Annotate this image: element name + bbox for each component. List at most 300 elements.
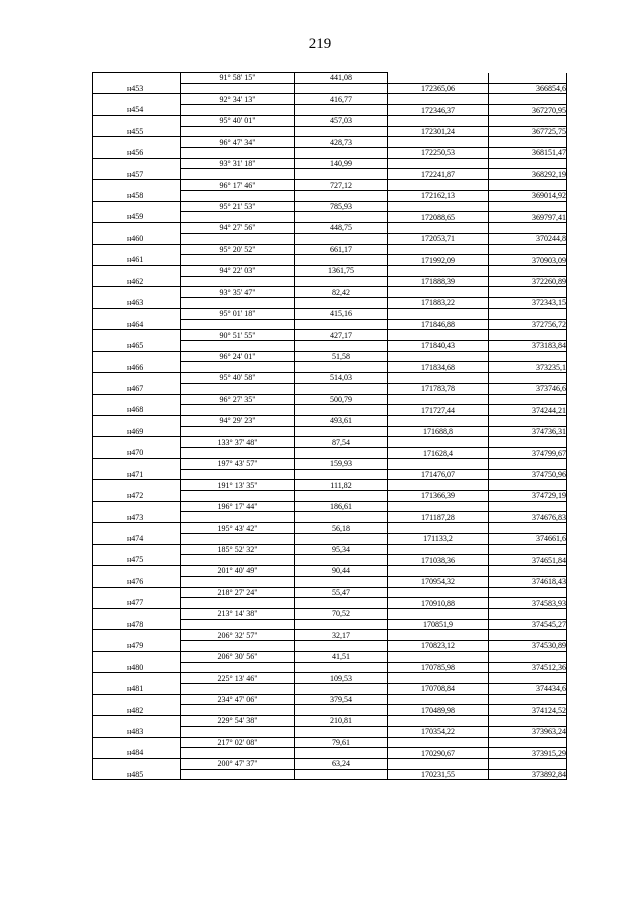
empty-cell (489, 201, 567, 212)
segment-length: 427,17 (295, 330, 388, 341)
y-coordinate: 372343,15 (489, 298, 567, 309)
empty-cell (295, 255, 388, 266)
empty-cell (295, 340, 388, 351)
point-id: н462 (93, 276, 181, 287)
empty-cell (93, 330, 181, 341)
x-coordinate: 172250,53 (388, 148, 489, 159)
x-coordinate: 170354,22 (388, 726, 489, 737)
direction-angle: 206° 30' 56" (181, 651, 295, 662)
empty-cell (489, 437, 567, 448)
empty-cell (489, 630, 567, 641)
segment-length: 457,03 (295, 115, 388, 126)
point-id: н479 (93, 641, 181, 652)
empty-cell (489, 287, 567, 298)
x-coordinate: 171727,44 (388, 405, 489, 416)
empty-cell (181, 448, 295, 459)
empty-cell (295, 619, 388, 630)
x-coordinate: 171688,8 (388, 426, 489, 437)
empty-cell (489, 330, 567, 341)
y-coordinate: 374434,6 (489, 683, 567, 694)
y-coordinate: 367270,95 (489, 105, 567, 116)
empty-cell (181, 491, 295, 502)
empty-cell (181, 426, 295, 437)
direction-angle: 95° 40' 01" (181, 115, 295, 126)
empty-cell (295, 105, 388, 116)
empty-cell (295, 362, 388, 373)
segment-length: 210,81 (295, 716, 388, 727)
segment-row (93, 201, 567, 212)
empty-cell (295, 233, 388, 244)
y-coordinate: 374583,93 (489, 598, 567, 609)
empty-cell (181, 748, 295, 759)
empty-cell (489, 587, 567, 598)
y-coordinate: 369014,92 (489, 190, 567, 201)
empty-cell (388, 394, 489, 405)
empty-cell (181, 298, 295, 309)
empty-cell (295, 598, 388, 609)
empty-cell (489, 94, 567, 105)
segment-row (93, 651, 567, 662)
direction-angle: 197° 43' 57" (181, 458, 295, 469)
empty-cell (181, 555, 295, 566)
point-id: н461 (93, 255, 181, 266)
segment-row (93, 437, 567, 448)
empty-cell (295, 190, 388, 201)
segment-length: 90,44 (295, 566, 388, 577)
x-coordinate: 172241,87 (388, 169, 489, 180)
x-coordinate: 170231,55 (388, 769, 489, 780)
segment-row (93, 544, 567, 555)
empty-cell (93, 416, 181, 427)
direction-angle: 95° 21' 53" (181, 201, 295, 212)
empty-cell (93, 651, 181, 662)
y-coordinate: 374618,43 (489, 576, 567, 587)
segment-length: 140,99 (295, 158, 388, 169)
x-coordinate: 170823,12 (388, 641, 489, 652)
point-row (93, 190, 567, 201)
empty-cell (388, 694, 489, 705)
empty-cell (489, 501, 567, 512)
empty-cell (181, 598, 295, 609)
empty-cell (181, 212, 295, 223)
empty-cell (295, 298, 388, 309)
point-row (93, 426, 567, 437)
empty-cell (93, 287, 181, 298)
empty-cell (388, 480, 489, 491)
empty-cell (388, 501, 489, 512)
segment-length: 32,17 (295, 630, 388, 641)
empty-cell (489, 223, 567, 234)
empty-cell (295, 148, 388, 159)
empty-cell (295, 555, 388, 566)
segment-row (93, 351, 567, 362)
segment-row (93, 94, 567, 105)
direction-angle: 96° 24' 01" (181, 351, 295, 362)
segment-length: 493,61 (295, 416, 388, 427)
empty-cell (489, 759, 567, 770)
empty-cell (181, 169, 295, 180)
empty-cell (93, 308, 181, 319)
y-coordinate: 374530,89 (489, 641, 567, 652)
segment-length: 500,79 (295, 394, 388, 405)
y-coordinate: 374545,27 (489, 619, 567, 630)
segment-row (93, 287, 567, 298)
segment-row (93, 308, 567, 319)
point-row (93, 340, 567, 351)
point-id: н477 (93, 598, 181, 609)
point-id: н475 (93, 555, 181, 566)
direction-angle: 200° 47' 37" (181, 759, 295, 770)
point-id: н454 (93, 105, 181, 116)
point-row (93, 469, 567, 480)
segment-row (93, 394, 567, 405)
empty-cell (489, 416, 567, 427)
segment-row (93, 330, 567, 341)
empty-cell (93, 566, 181, 577)
point-id: н481 (93, 683, 181, 694)
empty-cell (93, 501, 181, 512)
y-coordinate: 372260,89 (489, 276, 567, 287)
direction-angle: 95° 20' 52" (181, 244, 295, 255)
y-coordinate: 374676,83 (489, 512, 567, 523)
empty-cell (295, 576, 388, 587)
empty-cell (93, 759, 181, 770)
coordinates-table (92, 72, 567, 780)
point-id: н464 (93, 319, 181, 330)
empty-cell (93, 437, 181, 448)
segment-length: 109,53 (295, 673, 388, 684)
point-row (93, 169, 567, 180)
segment-length: 41,51 (295, 651, 388, 662)
segment-length: 661,17 (295, 244, 388, 255)
segment-row (93, 373, 567, 384)
direction-angle: 225° 13' 46" (181, 673, 295, 684)
point-row (93, 105, 567, 116)
empty-cell (181, 83, 295, 94)
segment-row (93, 458, 567, 469)
x-coordinate: 170785,98 (388, 662, 489, 673)
empty-cell (388, 158, 489, 169)
empty-cell (489, 694, 567, 705)
segment-length: 448,75 (295, 223, 388, 234)
segment-length: 514,03 (295, 373, 388, 384)
point-row (93, 619, 567, 630)
direction-angle: 94° 22' 03" (181, 265, 295, 276)
empty-cell (489, 608, 567, 619)
empty-cell (181, 512, 295, 523)
direction-angle: 133° 37' 48" (181, 437, 295, 448)
empty-cell (489, 544, 567, 555)
segment-length: 70,52 (295, 608, 388, 619)
empty-cell (388, 351, 489, 362)
empty-cell (181, 340, 295, 351)
x-coordinate: 171883,22 (388, 298, 489, 309)
point-row (93, 212, 567, 223)
x-coordinate: 171133,2 (388, 533, 489, 544)
y-coordinate: 374799,67 (489, 448, 567, 459)
empty-cell (181, 126, 295, 137)
point-id: н480 (93, 662, 181, 673)
empty-cell (93, 244, 181, 255)
empty-cell (388, 737, 489, 748)
empty-cell (388, 587, 489, 598)
empty-cell (93, 137, 181, 148)
empty-cell (93, 523, 181, 534)
empty-cell (388, 94, 489, 105)
x-coordinate: 172365,06 (388, 83, 489, 94)
empty-cell (93, 115, 181, 126)
x-coordinate: 170851,9 (388, 619, 489, 630)
segment-row (93, 501, 567, 512)
empty-cell (181, 662, 295, 673)
point-row (93, 769, 567, 780)
segment-length: 87,54 (295, 437, 388, 448)
direction-angle: 185° 52' 32" (181, 544, 295, 555)
y-coordinate: 374124,52 (489, 705, 567, 716)
segment-row (93, 244, 567, 255)
point-id: н463 (93, 298, 181, 309)
y-coordinate: 373235,1 (489, 362, 567, 373)
empty-cell (388, 201, 489, 212)
segment-length: 416,77 (295, 94, 388, 105)
segment-length: 186,61 (295, 501, 388, 512)
segment-length: 379,54 (295, 694, 388, 705)
point-row (93, 448, 567, 459)
direction-angle: 90° 51' 55" (181, 330, 295, 341)
segment-row (93, 608, 567, 619)
empty-cell (295, 491, 388, 502)
empty-cell (489, 137, 567, 148)
empty-cell (93, 737, 181, 748)
segment-length: 51,58 (295, 351, 388, 362)
point-id: н476 (93, 576, 181, 587)
segment-row (93, 759, 567, 770)
segment-row (93, 158, 567, 169)
empty-cell (388, 673, 489, 684)
direction-angle: 94° 29' 23" (181, 416, 295, 427)
y-coordinate: 374736,31 (489, 426, 567, 437)
x-coordinate: 171628,4 (388, 448, 489, 459)
point-id: н455 (93, 126, 181, 137)
empty-cell (489, 716, 567, 727)
direction-angle: 206° 32' 57" (181, 630, 295, 641)
y-coordinate: 369797,41 (489, 212, 567, 223)
segment-length: 55,47 (295, 587, 388, 598)
empty-cell (295, 83, 388, 94)
y-coordinate: 366854,6 (489, 83, 567, 94)
point-row (93, 148, 567, 159)
point-id: н478 (93, 619, 181, 630)
segment-length: 82,42 (295, 287, 388, 298)
point-row (93, 362, 567, 373)
point-row (93, 598, 567, 609)
empty-cell (181, 576, 295, 587)
empty-cell (388, 716, 489, 727)
empty-cell (388, 523, 489, 534)
empty-cell (93, 694, 181, 705)
point-id: н459 (93, 212, 181, 223)
x-coordinate: 171888,39 (388, 276, 489, 287)
segment-row (93, 694, 567, 705)
segment-row (93, 223, 567, 234)
empty-cell (489, 566, 567, 577)
x-coordinate: 172346,37 (388, 105, 489, 116)
point-id: н483 (93, 726, 181, 737)
point-id: н456 (93, 148, 181, 159)
segment-length: 111,82 (295, 480, 388, 491)
y-coordinate: 373915,29 (489, 748, 567, 759)
empty-cell (93, 223, 181, 234)
empty-cell (181, 233, 295, 244)
segment-length: 428,73 (295, 137, 388, 148)
empty-cell (489, 523, 567, 534)
segment-row (93, 587, 567, 598)
x-coordinate: 171992,09 (388, 255, 489, 266)
empty-cell (93, 480, 181, 491)
point-row (93, 555, 567, 566)
empty-cell (93, 180, 181, 191)
segment-length: 441,08 (295, 73, 388, 84)
point-row (93, 126, 567, 137)
y-coordinate: 367725,75 (489, 126, 567, 137)
direction-angle: 217° 02' 08" (181, 737, 295, 748)
empty-cell (489, 115, 567, 126)
empty-cell (181, 255, 295, 266)
x-coordinate: 171840,43 (388, 340, 489, 351)
segment-length: 56,18 (295, 523, 388, 534)
y-coordinate: 370244,8 (489, 233, 567, 244)
direction-angle: 96° 47' 34" (181, 137, 295, 148)
empty-cell (93, 716, 181, 727)
y-coordinate: 373963,24 (489, 726, 567, 737)
x-coordinate: 171366,39 (388, 491, 489, 502)
point-id: н466 (93, 362, 181, 373)
x-coordinate: 171187,28 (388, 512, 489, 523)
empty-cell (489, 651, 567, 662)
point-row (93, 533, 567, 544)
empty-cell (295, 726, 388, 737)
empty-cell (181, 769, 295, 780)
empty-cell (295, 769, 388, 780)
empty-cell (489, 480, 567, 491)
empty-cell (295, 169, 388, 180)
page-number: 219 (308, 36, 332, 52)
segment-row (93, 716, 567, 727)
point-row (93, 641, 567, 652)
point-row (93, 726, 567, 737)
empty-cell (295, 748, 388, 759)
empty-cell (181, 705, 295, 716)
empty-cell (295, 212, 388, 223)
point-id: н471 (93, 469, 181, 480)
empty-cell (388, 630, 489, 641)
direction-angle: 93° 35' 47" (181, 287, 295, 298)
empty-cell (181, 383, 295, 394)
point-row (93, 383, 567, 394)
point-id: н469 (93, 426, 181, 437)
segment-length: 415,16 (295, 308, 388, 319)
empty-cell (93, 608, 181, 619)
empty-cell (181, 362, 295, 373)
empty-cell (489, 180, 567, 191)
empty-cell (295, 405, 388, 416)
point-row (93, 683, 567, 694)
direction-angle: 234° 47' 06" (181, 694, 295, 705)
point-id: н485 (93, 769, 181, 780)
empty-cell (489, 73, 567, 84)
direction-angle: 196° 17' 44" (181, 501, 295, 512)
direction-angle: 92° 34' 13" (181, 94, 295, 105)
y-coordinate: 373746,6 (489, 383, 567, 394)
direction-angle: 91° 58' 15" (181, 73, 295, 84)
x-coordinate: 171476,07 (388, 469, 489, 480)
empty-cell (388, 308, 489, 319)
direction-angle: 95° 01' 18" (181, 308, 295, 319)
point-id: н468 (93, 405, 181, 416)
empty-cell (489, 394, 567, 405)
x-coordinate: 171846,88 (388, 319, 489, 330)
empty-cell (93, 94, 181, 105)
point-id: н460 (93, 233, 181, 244)
segment-length: 79,61 (295, 737, 388, 748)
empty-cell (295, 126, 388, 137)
point-row (93, 405, 567, 416)
empty-cell (181, 533, 295, 544)
empty-cell (295, 469, 388, 480)
direction-angle: 218° 27' 24" (181, 587, 295, 598)
point-row (93, 233, 567, 244)
empty-cell (93, 587, 181, 598)
y-coordinate: 373183,84 (489, 340, 567, 351)
y-coordinate: 370903,09 (489, 255, 567, 266)
empty-cell (181, 276, 295, 287)
segment-row (93, 523, 567, 534)
empty-cell (93, 373, 181, 384)
empty-cell (295, 512, 388, 523)
empty-cell (489, 737, 567, 748)
segment-length: 1361,75 (295, 265, 388, 276)
x-coordinate: 170489,98 (388, 705, 489, 716)
empty-cell (388, 759, 489, 770)
empty-cell (388, 223, 489, 234)
x-coordinate: 172162,13 (388, 190, 489, 201)
empty-cell (295, 662, 388, 673)
point-id: н472 (93, 491, 181, 502)
y-coordinate: 374244,21 (489, 405, 567, 416)
empty-cell (295, 426, 388, 437)
empty-cell (181, 683, 295, 694)
x-coordinate: 170910,88 (388, 598, 489, 609)
segment-length: 727,12 (295, 180, 388, 191)
empty-cell (388, 544, 489, 555)
empty-cell (388, 651, 489, 662)
x-coordinate: 171783,78 (388, 383, 489, 394)
segment-row (93, 566, 567, 577)
x-coordinate: 172088,65 (388, 212, 489, 223)
empty-cell (93, 158, 181, 169)
segment-row (93, 630, 567, 641)
empty-cell (181, 405, 295, 416)
direction-angle: 195° 43' 42" (181, 523, 295, 534)
y-coordinate: 374661,6 (489, 533, 567, 544)
point-id: н470 (93, 448, 181, 459)
y-coordinate: 368292,19 (489, 169, 567, 180)
point-id: н473 (93, 512, 181, 523)
empty-cell (388, 416, 489, 427)
empty-cell (181, 619, 295, 630)
segment-length: 159,93 (295, 458, 388, 469)
direction-angle: 213° 14' 38" (181, 608, 295, 619)
